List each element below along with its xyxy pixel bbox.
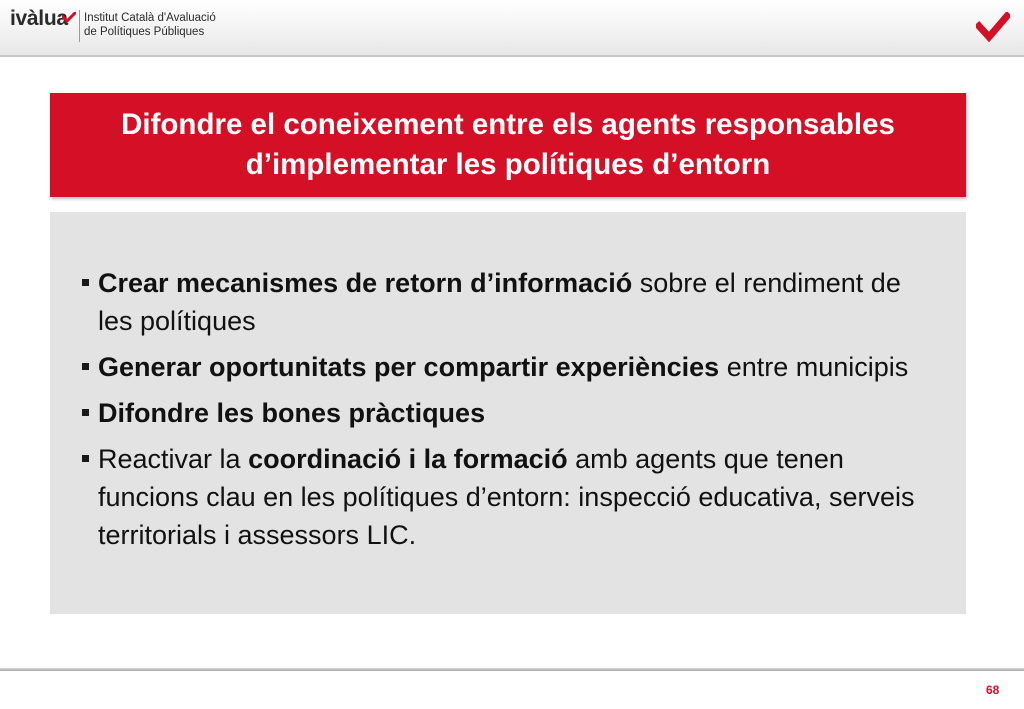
bullet-item (78, 348, 918, 386)
page-number: 68 (986, 683, 1000, 697)
slide-title-box (50, 93, 966, 197)
bullet-item (78, 440, 918, 554)
checkmark-icon (976, 12, 1010, 42)
slide-title: Difondre el coneixement entre els agents responsables d’implementar les polítiques d’entorn (121, 108, 895, 181)
institute-name-line1: Institut Català d'Avaluació (84, 12, 216, 24)
bullet-list (78, 264, 918, 562)
checkmark-icon (62, 12, 76, 24)
header-bar (0, 0, 1024, 56)
bullet-item (78, 264, 918, 340)
logo-divider (79, 10, 80, 42)
bullet-text: sobre el rendiment de les polítiques (98, 268, 901, 336)
bullet-bold-text: coordinació i la formació (248, 444, 568, 474)
bullet-text: Reactivar la (98, 444, 249, 474)
bullet-item (78, 394, 918, 432)
bullet-bold-text: Crear mecanismes de retorn d’informació (98, 268, 633, 298)
bullet-square-icon (82, 279, 89, 286)
bullet-text: amb agents que tenen funcions clau en les polítiques d’entorn: inspecció educativa, serveis territorials i assessors LIC. (98, 444, 915, 550)
bullet-square-icon (82, 409, 89, 416)
content-panel (50, 212, 966, 614)
bullet-text: entre municipis (719, 352, 909, 382)
footer-divider (0, 668, 1024, 671)
institute-name-line2: de Polítiques Públiques (84, 26, 205, 38)
header-divider (0, 55, 1024, 57)
bullet-square-icon (82, 363, 89, 370)
ivalua-logo: ivàlua (10, 7, 68, 30)
bullet-bold-text: Difondre les bones pràctiques (98, 398, 486, 428)
bullet-bold-text: Generar oportunitats per compartir experiències (98, 352, 720, 382)
bullet-square-icon (82, 455, 89, 462)
